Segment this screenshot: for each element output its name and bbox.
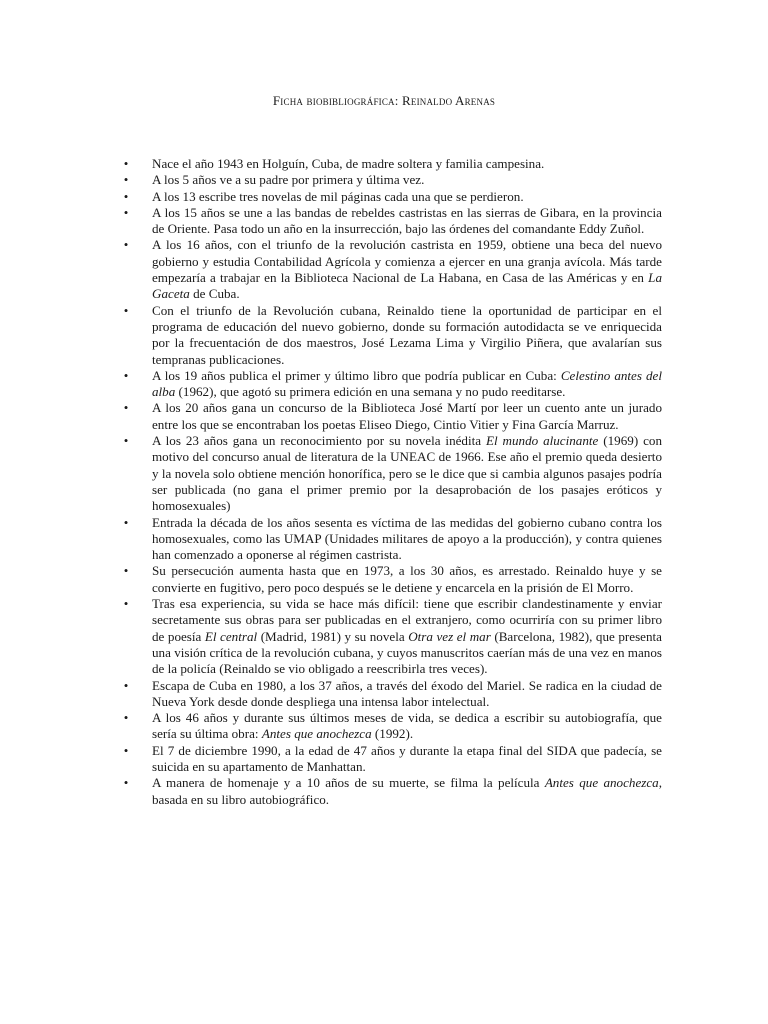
bullet-text: (1992).	[371, 726, 414, 742]
book-title-text: El central	[204, 628, 258, 644]
bullet-icon: •	[123, 710, 129, 726]
bullet-item	[116, 563, 662, 596]
bullet-icon: •	[123, 742, 129, 758]
bullet-item	[116, 515, 662, 564]
book-title-text: La Gaceta	[152, 270, 662, 302]
bullet-text: A los 19 años publica el primer y último libro que podría publicar en Cuba:	[152, 367, 561, 383]
biography-bullet-list	[116, 156, 662, 808]
bullet-text: Su persecución aumenta hasta que en 1973, a los 30 años, es arrestado. Reinaldo huye y se convierte en fugitivo, pero poco después se le detiene y encarcela en la prisión de El Morro.	[152, 563, 662, 595]
bullet-text: Entrada la década de los años sesenta es víctima de las medidas del gobierno cubano contra los homosexuales, como las UMAP (Unidades militares de apoyo a la producción), y contra quienes han comenzado a oponerse al régimen castrista.	[152, 514, 662, 563]
bullet-item	[116, 237, 662, 302]
bullet-icon: •	[123, 188, 129, 204]
bullet-item	[116, 743, 662, 776]
bullet-text: (Barcelona, 1982), que presenta una visión crítica de la revolución cubana, y cuyos manuscritos caerían más de una vez en manos de la policía (Reinaldo se vio obligado a reescribirla tres veces).	[152, 628, 662, 677]
bullet-text: A los 20 años gana un concurso de la Biblioteca José Martí por leer un cuento ante un jurado entre los que se encontraban los poetas Eliseo Diego, Cintio Vitier y Fina García Marruz.	[152, 400, 662, 432]
bullet-item	[116, 205, 662, 238]
bullet-icon: •	[123, 302, 129, 318]
bullet-text: A los 13 escribe tres novelas de mil páginas cada una que se perdieron.	[152, 188, 524, 204]
bullet-icon: •	[123, 204, 129, 220]
bullet-item	[116, 303, 662, 368]
bullet-icon: •	[123, 237, 129, 253]
bullet-icon: •	[123, 172, 129, 188]
bullet-item	[116, 596, 662, 677]
book-title-text: Celestino antes del alba	[152, 367, 662, 400]
bullet-item	[116, 710, 662, 743]
bullet-icon: •	[123, 400, 129, 416]
bullet-text: Nace el año 1943 en Holguín, Cuba, de madre soltera y familia campesina.	[152, 156, 545, 171]
bullet-icon: •	[123, 596, 129, 612]
bullet-text: A los 15 años se une a las bandas de rebeldes castristas en las sierras de Gibara, en la provincia de Oriente. Pasa todo un año en la insurrección, bajo las órdenes del comandante Eddy Zuñol.	[152, 204, 662, 237]
bullet-icon: •	[123, 514, 129, 530]
bullet-text: A manera de homenaje y a 10 años de su muerte, se filma la película	[152, 775, 545, 791]
bullet-text: , basada en su libro autobiográfico.	[152, 775, 662, 807]
book-title-text: Otra vez el mar	[408, 628, 491, 644]
bullet-text: A los 16 años, con el triunfo de la revolución castrista en 1959, obtiene una beca del nuevo gobierno y estudia Contabilidad Agrícola y comienza a ejercer en una granja avícola. Más tarde empezaría a trabajar en la Biblioteca Nacional de La Habana, en Casa de las Américas y en	[152, 237, 662, 286]
bullet-text: Con el triunfo de la Revolución cubana, Reinaldo tiene la oportunidad de participar en el programa de educación del nuevo gobierno, donde su formación autodidacta se ve enriquecida por la frecuentación de dos maestros, José Lezama Lima y Virgilio Piñera, que avalarían sus tempranas publicaciones.	[152, 302, 662, 367]
bullet-icon: •	[123, 563, 129, 579]
bullet-item	[116, 156, 662, 172]
bullet-icon: •	[123, 433, 129, 449]
book-title-text: Antes que anochezca	[261, 726, 372, 742]
bullet-text: A los 23 años gana un reconocimiento por su novela inédita	[152, 433, 486, 449]
bullet-text: El 7 de diciembre 1990, a la edad de 47 años y durante la etapa final del SIDA que padecía, se suicida en su apartamento de Manhattan.	[152, 742, 662, 774]
bullet-item	[116, 400, 662, 433]
document-title: Ficha biobibliográfica: Reinaldo Arenas	[272, 93, 496, 108]
bullet-icon: •	[123, 156, 129, 171]
bullet-icon: •	[123, 677, 129, 693]
bullet-item	[116, 368, 662, 401]
bullet-text: Tras esa experiencia, su vida se hace más difícil: tiene que escribir clandestinamente y enviar secretamente sus obras para ser publicadas en el extranjero, como ocurriría con su primer libro de poesía	[152, 596, 662, 644]
bullet-item	[116, 172, 662, 188]
bullet-text: (Madrid, 1981) y su novela	[257, 628, 409, 644]
bullet-text: Escapa de Cuba en 1980, a los 37 años, a través del éxodo del Mariel. Se radica en la ciudad de Nueva York desde donde despliega una intensa labor intelectual.	[152, 677, 662, 709]
bullet-text: (1962), que agotó su primera edición en una semana y no pudo reeditarse.	[175, 384, 566, 400]
bullet-item	[116, 775, 662, 808]
bullet-item	[116, 433, 662, 514]
bullet-text: (1969) con motivo del concurso anual de literatura de la UNEAC de 1966. Ese año el premio queda desierto y la novela solo obtiene mención honorífica, pero se le dice que si cambia algunos pasajes podría ser publicada (no gana el primer premio por la desaprobación de los pasajes eróticos y homosexuales)	[152, 433, 662, 514]
bullet-text: de Cuba.	[189, 286, 240, 302]
bullet-text: A los 46 años y durante sus últimos meses de vida, se dedica a escribir su autobiografía, que sería su última obra:	[152, 710, 662, 742]
bullet-icon: •	[123, 367, 129, 383]
book-title-text: Antes que anochezca	[544, 775, 659, 791]
bullet-item	[116, 189, 662, 205]
bullet-item	[116, 678, 662, 711]
book-title-text: El mundo alucinante	[485, 433, 599, 449]
bullet-text: A los 5 años ve a su padre por primera y última vez.	[152, 172, 425, 188]
bullet-icon: •	[123, 775, 129, 791]
